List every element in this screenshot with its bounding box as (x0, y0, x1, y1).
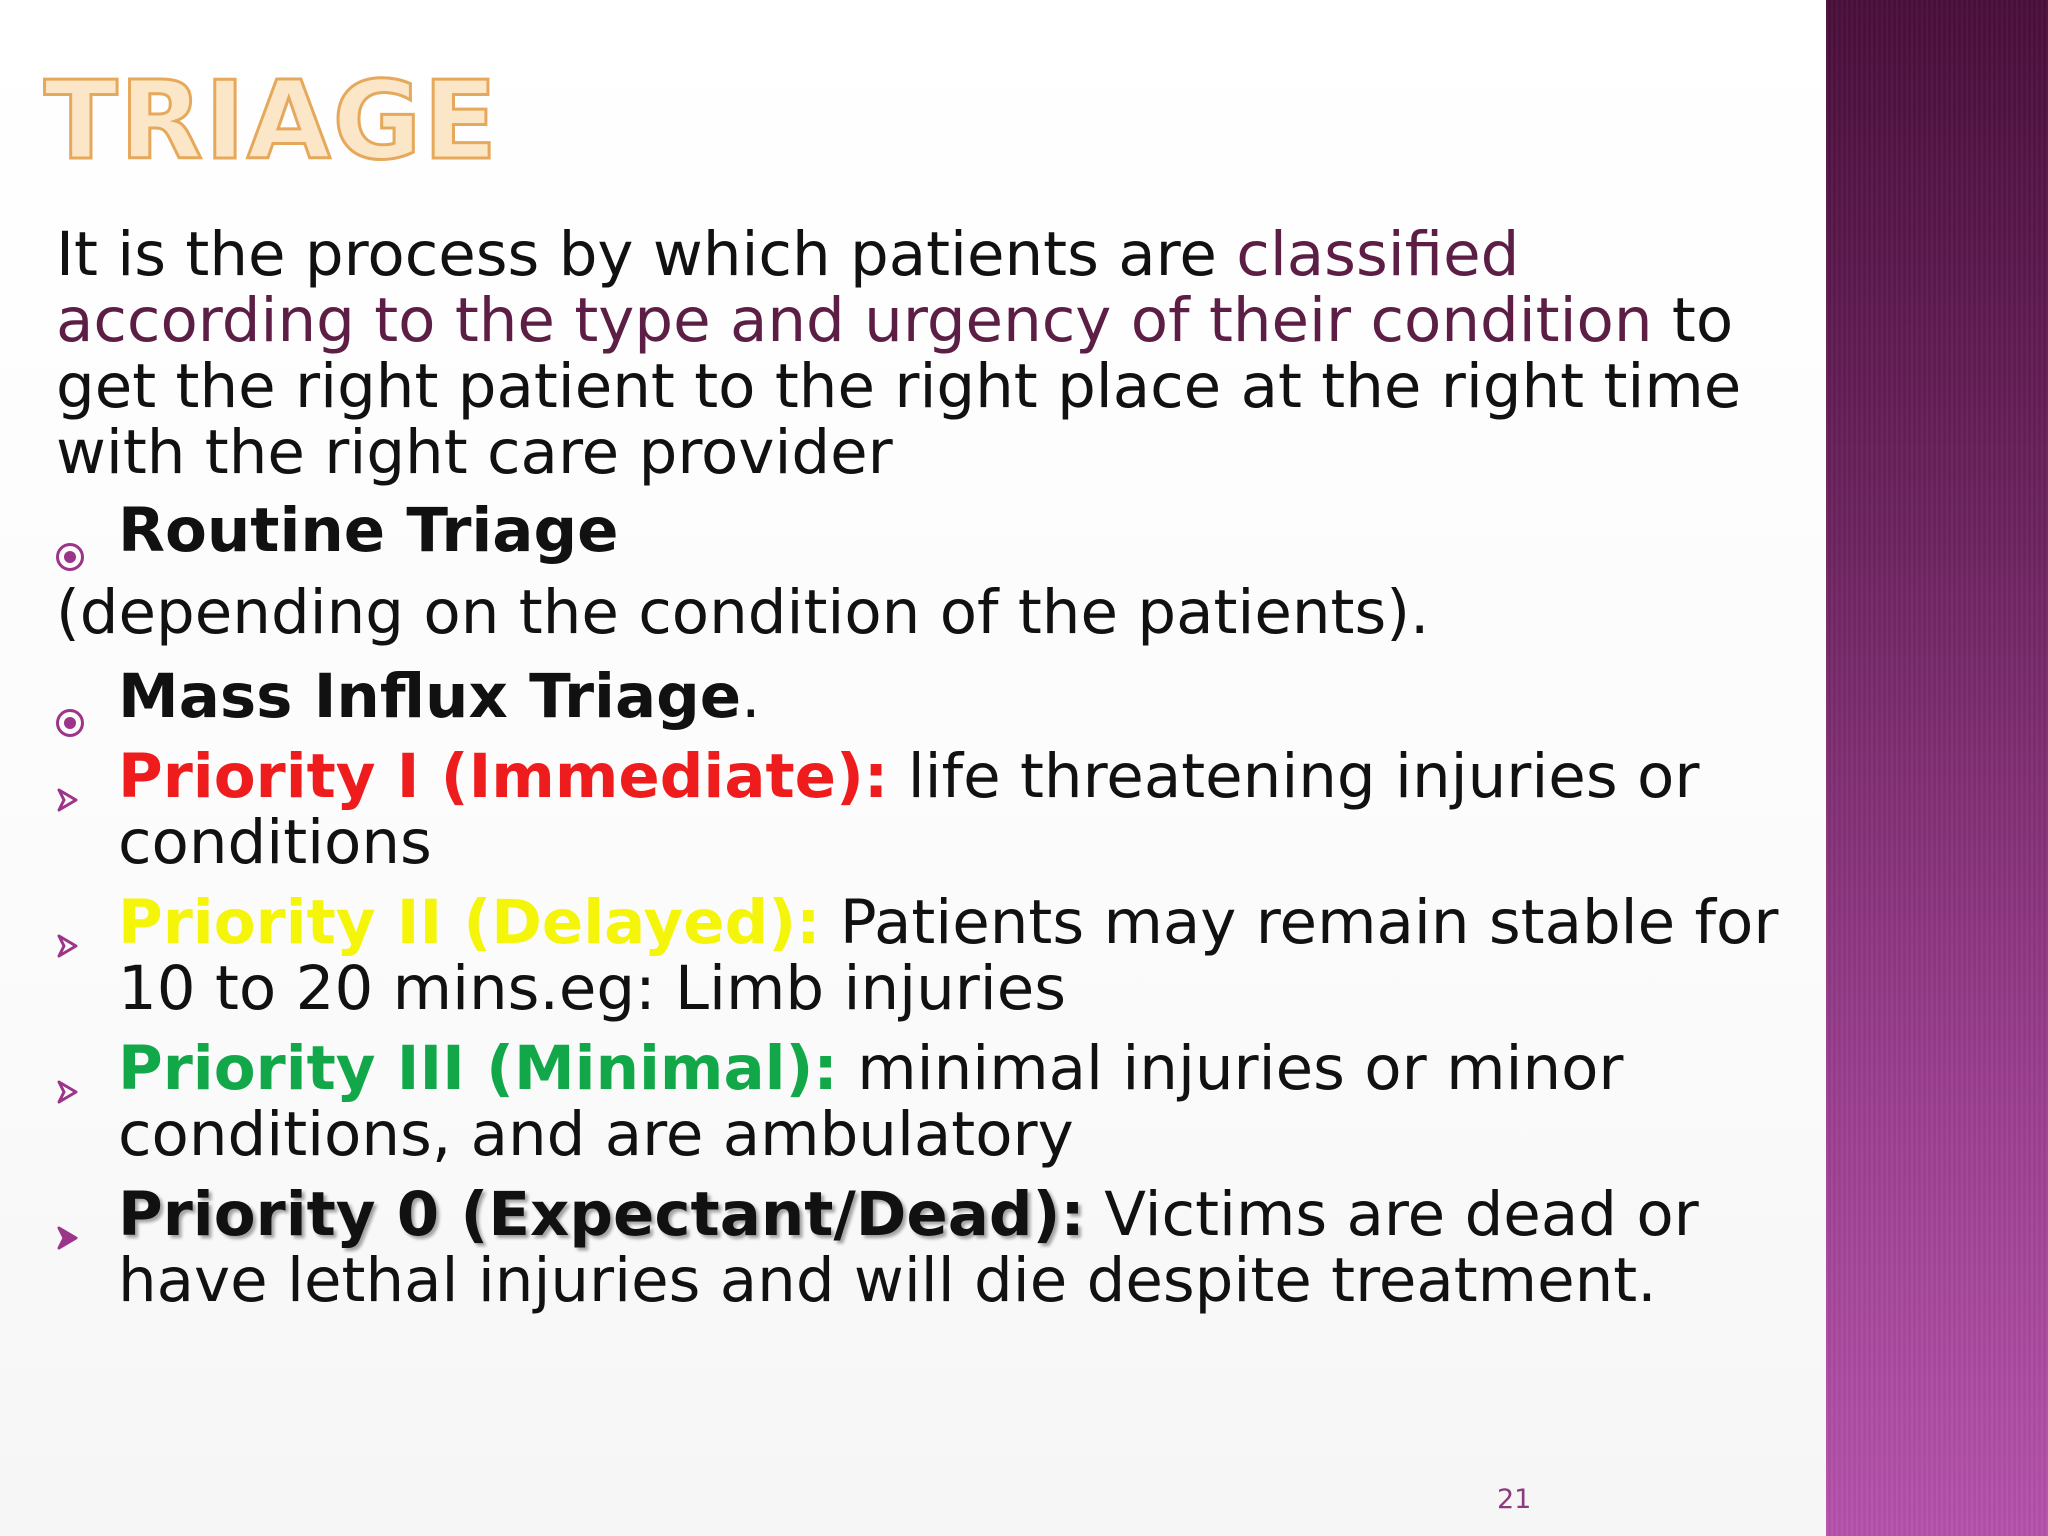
intro-paragraph (56, 219, 1796, 488)
priority-0-label: Priority 0 (Expectant/Dead): (118, 1179, 1085, 1250)
priority-item-1 (56, 741, 1796, 878)
circle-bullet-icon (56, 664, 84, 730)
routine-triage-item (56, 495, 1796, 566)
slide-body (56, 219, 1796, 1316)
priority-0-text: Victims are dead or have lethal injuries and will die despite treatment. (118, 1179, 1699, 1316)
intro-highlight: classified according to the type and urgency of their condition (56, 219, 1653, 356)
side-decoration-band (1826, 0, 2048, 1536)
priority-1-text: life threatening injuries or conditions (118, 741, 1700, 878)
arrow-bullet-icon (56, 1182, 80, 1248)
priority-item-2 (56, 887, 1796, 1024)
priority-3-label: Priority III (Minimal): (118, 1033, 838, 1104)
priority-3-text: minimal injuries or minor conditions, and are ambulatory (118, 1033, 1624, 1170)
priority-2-text: Patients may remain stable for 10 to 20 mins.eg: Limb injuries (118, 887, 1779, 1024)
routine-triage-label: Routine Triage (118, 495, 619, 566)
mass-influx-suffix: . (741, 661, 761, 732)
priority-item-0 (56, 1179, 1796, 1316)
arrow-bullet-icon (56, 744, 80, 810)
arrow-bullet-icon (56, 1036, 80, 1102)
page-number: 21 (1497, 1484, 1532, 1515)
routine-triage-note: (depending on the condition of the patients). (56, 577, 1430, 648)
priority-item-3 (56, 1033, 1796, 1170)
intro-text-2: to get the right patient to the right place at the right time with the right care provider (56, 285, 1742, 488)
circle-bullet-icon (56, 498, 84, 564)
priority-1-label: Priority I (Immediate): (118, 741, 889, 812)
mass-influx-item (56, 661, 1796, 732)
arrow-bullet-icon (56, 890, 80, 956)
intro-text-1: It is the process by which patients are (56, 219, 1237, 290)
mass-influx-label: Mass Influx Triage (118, 661, 742, 732)
priority-2-label: Priority II (Delayed): (118, 887, 821, 958)
slide-title: TRIAGE (44, 59, 500, 184)
